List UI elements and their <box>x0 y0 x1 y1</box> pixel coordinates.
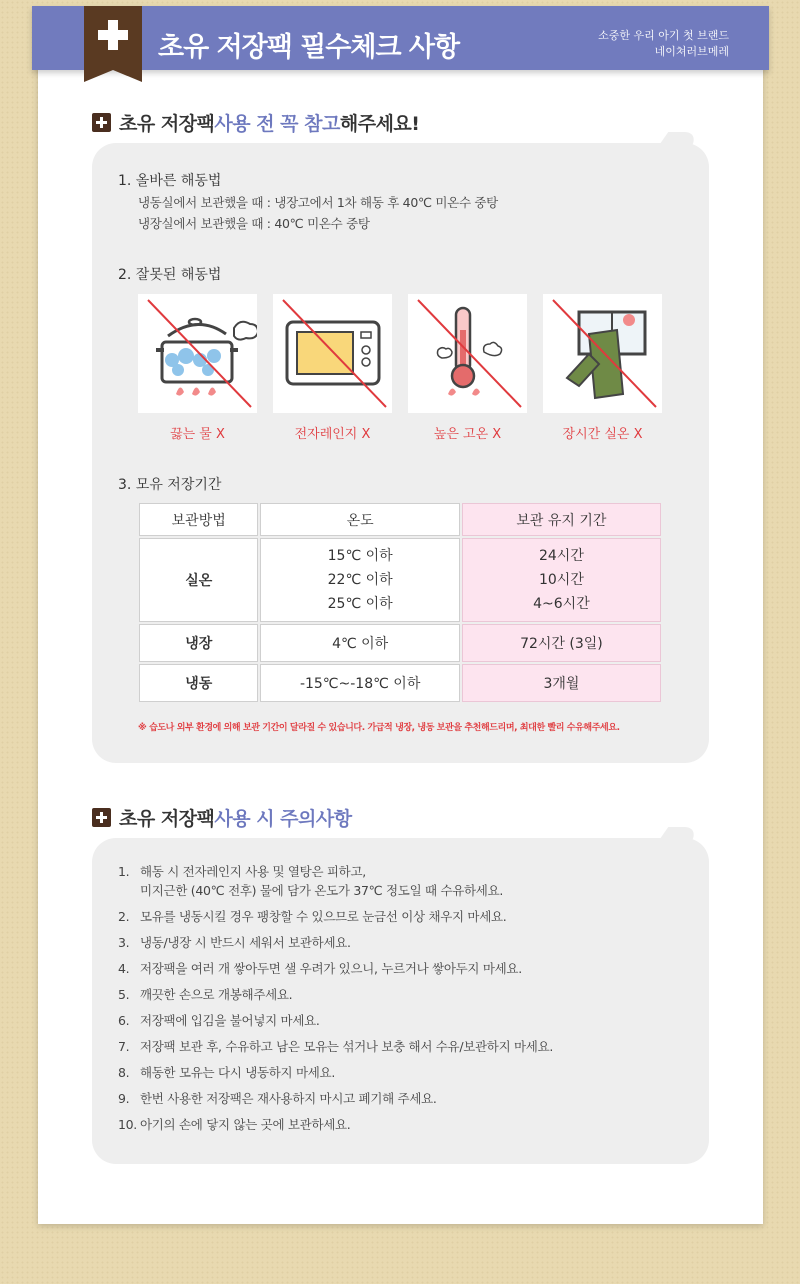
brand-tagline <box>598 28 729 60</box>
thaw-wrong-heading: 2. 잘못된 해동법 <box>118 267 222 283</box>
plus-box-icon <box>92 808 111 827</box>
wrong-thaw-label-1: 끓는 물 X <box>170 427 225 442</box>
list-item: 9. 한번 사용한 저장팩은 재사용하지 마시고 폐기해 주세요. <box>118 1091 437 1106</box>
medical-cross-icon <box>84 6 142 70</box>
wrong-thaw-label-2: 전자레인지 X <box>294 427 371 442</box>
thaw-correct-line1: 냉동실에서 보관했을 때 : 냉장고에서 1차 해동 후 40℃ 미온수 중탕 <box>138 195 498 210</box>
section1-title: 초유 저장팩 사용 전 꼭 참고 해주세요! <box>92 109 419 136</box>
brand-line-1: 소중한 우리 아기 첫 브랜드 <box>598 29 729 42</box>
caution-list <box>118 862 553 1141</box>
list-item: 6. 저장팩에 입김을 불어넣지 마세요. <box>118 1013 320 1028</box>
list-item: 8. 해동한 모유는 다시 냉동하지 마세요. <box>118 1065 335 1080</box>
storage-table <box>137 501 663 704</box>
table-cell-duration: 3개월 <box>462 664 661 702</box>
table-cell-method: 실온 <box>139 538 258 622</box>
table-row <box>139 538 661 622</box>
table-cell-duration: 24시간 10시간 4~6시간 <box>462 538 661 622</box>
table-cell-method: 냉장 <box>139 624 258 662</box>
brand-line-2: 네이쳐러브메레 <box>654 45 729 58</box>
wrong-thaw-label-4: 장시간 실온 X <box>562 427 643 442</box>
storage-heading: 3. 모유 저장기간 <box>118 477 222 493</box>
thaw-correct-line2: 냉장실에서 보관했을 때 : 40℃ 미온수 중탕 <box>138 216 370 231</box>
thaw-correct-heading: 1. 올바른 해동법 <box>118 173 222 189</box>
list-item: 4. 저장팩을 여러 개 쌓아두면 샐 우려가 있으니, 누르거나 쌓아두지 마세요. <box>118 961 522 976</box>
table-header-cell: 보관방법 <box>139 503 258 536</box>
list-item: 10. 아기의 손에 닿지 않는 곳에 보관하세요. <box>118 1117 351 1132</box>
wrong-thaw-label-3: 높은 고온 X <box>433 427 502 442</box>
table-cell-temp: 4℃ 이하 <box>260 624 459 662</box>
header-bar <box>32 6 769 70</box>
table-row <box>139 624 661 662</box>
list-item: 5. 깨끗한 손으로 개봉해주세요. <box>118 987 293 1002</box>
list-item: 3. 냉동/냉장 시 반드시 세워서 보관하세요. <box>118 935 351 950</box>
window-bag-icon <box>543 294 662 413</box>
table-cell-temp: 15℃ 이하 22℃ 이하 25℃ 이하 <box>260 538 459 622</box>
table-header-cell: 온도 <box>260 503 459 536</box>
table-cell-method: 냉동 <box>139 664 258 702</box>
microwave-icon <box>273 294 392 413</box>
section2-title: 초유 저장팩 사용 시 주의사항 <box>92 804 352 831</box>
storage-note: ※ 습도나 외부 환경에 의해 보관 기간이 달라질 수 있습니다. 가급적 냉장, 냉동 보관을 추천해드리며, 최대한 빨리 수유해주세요. <box>138 723 620 733</box>
table-cell-temp: -15℃~-18℃ 이하 <box>260 664 459 702</box>
table-row <box>139 664 661 702</box>
boiling-pot-icon <box>138 294 257 413</box>
plus-box-icon <box>92 113 111 132</box>
list-item: 1. 해동 시 전자레인지 사용 및 열탕은 피하고, 미지근한 (40℃ 전후) 물에 담가 온도가 37℃ 정도일 때 수유하세요. <box>118 864 504 898</box>
page-title: 초유 저장팩 필수체크 사항 <box>158 32 460 63</box>
thermometer-icon <box>408 294 527 413</box>
table-header-cell: 보관 유지 기간 <box>462 503 661 536</box>
table-cell-duration: 72시간 (3일) <box>462 624 661 662</box>
list-item: 7. 저장팩 보관 후, 수유하고 남은 모유는 섞거나 보충 해서 수유/보관하지 마세요. <box>118 1039 554 1054</box>
list-item: 2. 모유를 냉동시킬 경우 팽창할 수 있으므로 눈금선 이상 채우지 마세요. <box>118 909 507 924</box>
table-header-row <box>139 503 661 536</box>
